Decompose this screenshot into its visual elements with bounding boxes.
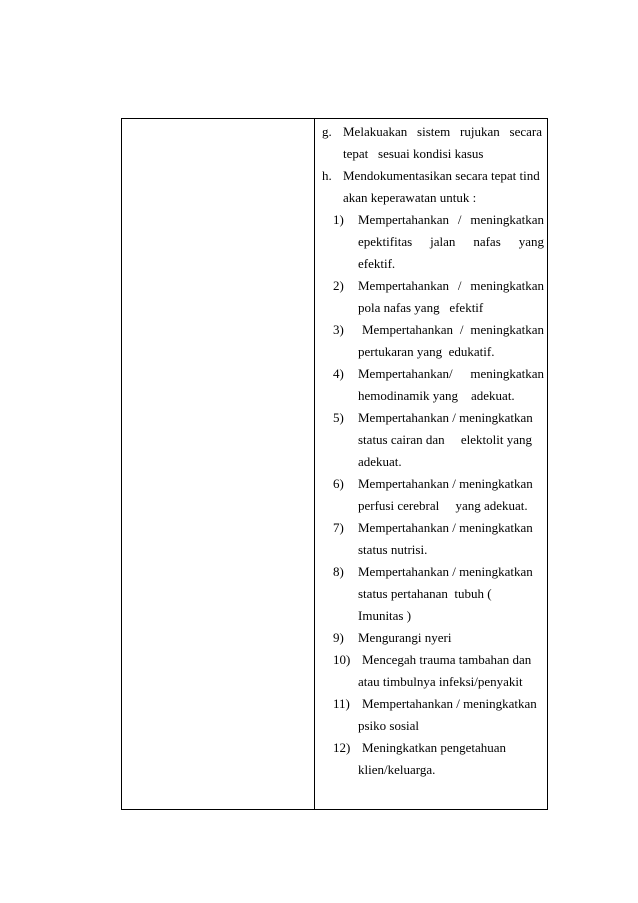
subitem-line <box>358 278 544 294</box>
subitem-marker: 11) <box>333 696 350 711</box>
subitem-marker: 10) <box>333 652 351 667</box>
subitem-line: psiko sosial <box>358 718 420 733</box>
content-table <box>121 118 548 810</box>
justified-text: / <box>457 212 462 227</box>
justified-text: jalan <box>430 234 456 249</box>
justified-text: rujukan <box>460 124 500 139</box>
subitem-line: klien/keluarga. <box>358 762 436 777</box>
justified-text: epektifitas <box>358 234 413 249</box>
item-line: akan keperawatan untuk : <box>343 190 477 205</box>
justified-text: yang <box>518 234 544 249</box>
subitem-line: status cairan dan elektolit yang <box>358 432 533 447</box>
item-line: Mendokumentasikan secara tepat tind <box>343 168 540 183</box>
justified-text: Melakuakan <box>343 124 408 139</box>
subitem-line: Mempertahankan / meningkatkan <box>358 476 533 491</box>
subitem-marker: 1) <box>333 212 344 227</box>
subitem-line: Mengurangi nyeri <box>358 630 452 645</box>
justified-text: nafas <box>473 234 501 249</box>
justified-text: meningkatkan <box>470 212 544 227</box>
subitem-line: Imunitas ) <box>358 608 412 623</box>
subitem-line: pertukaran yang edukatif. <box>358 344 495 359</box>
justified-text: meningkatkan <box>470 322 544 337</box>
subitem-line: pola nafas yang efektif <box>358 300 484 315</box>
subitem-line: Meningkatkan pengetahuan <box>362 740 507 755</box>
subitem-line <box>362 322 544 338</box>
table-right-column <box>315 119 547 809</box>
subitem-line: status nutrisi. <box>358 542 428 557</box>
subitem-marker: 12) <box>333 740 351 755</box>
subitem-line <box>358 366 544 382</box>
justified-text: Mempertahankan <box>358 212 449 227</box>
subitem-marker: 2) <box>333 278 344 293</box>
justified-text: Mempertahankan <box>358 278 449 293</box>
subitem-line: perfusi cerebral yang adekuat. <box>358 498 528 513</box>
subitem-line: Mempertahankan / meningkatkan <box>358 520 533 535</box>
justified-text: meningkatkan <box>470 366 544 381</box>
justified-text: / <box>459 322 464 337</box>
justified-text: secara <box>509 124 542 139</box>
subitem-line: efektif. <box>358 256 396 271</box>
justified-text: Mempertahankan <box>362 322 453 337</box>
justified-text: Mempertahankan/ <box>358 366 453 381</box>
subitem-line: Mempertahankan / meningkatkan <box>358 564 533 579</box>
subitem-line <box>358 234 544 250</box>
subitem-line <box>358 212 544 228</box>
subitem-marker: 9) <box>333 630 344 645</box>
item-marker: h. <box>322 168 332 183</box>
item-line: tepat sesuai kondisi kasus <box>343 146 484 161</box>
subitem-marker: 6) <box>333 476 344 491</box>
subitem-marker: 4) <box>333 366 344 381</box>
subitem-line: hemodinamik yang adekuat. <box>358 388 515 403</box>
item-marker: g. <box>322 124 332 139</box>
justified-text: meningkatkan <box>470 278 544 293</box>
subitem-line: Mencegah trauma tambahan dan <box>362 652 532 667</box>
subitem-line: adekuat. <box>358 454 402 469</box>
justified-text: / <box>457 278 462 293</box>
justified-text: sistem <box>417 124 451 139</box>
subitem-line: atau timbulnya infeksi/penyakit <box>358 674 523 689</box>
subitem-marker: 5) <box>333 410 344 425</box>
subitem-line: status pertahanan tubuh ( <box>358 586 492 601</box>
subitem-marker: 7) <box>333 520 344 535</box>
subitem-line: Mempertahankan / meningkatkan <box>358 410 533 425</box>
table-left-column <box>122 119 315 809</box>
subitem-marker: 8) <box>333 564 344 579</box>
subitem-line: Mempertahankan / meningkatkan <box>362 696 537 711</box>
item-line <box>343 124 542 140</box>
subitem-marker: 3) <box>333 322 344 337</box>
